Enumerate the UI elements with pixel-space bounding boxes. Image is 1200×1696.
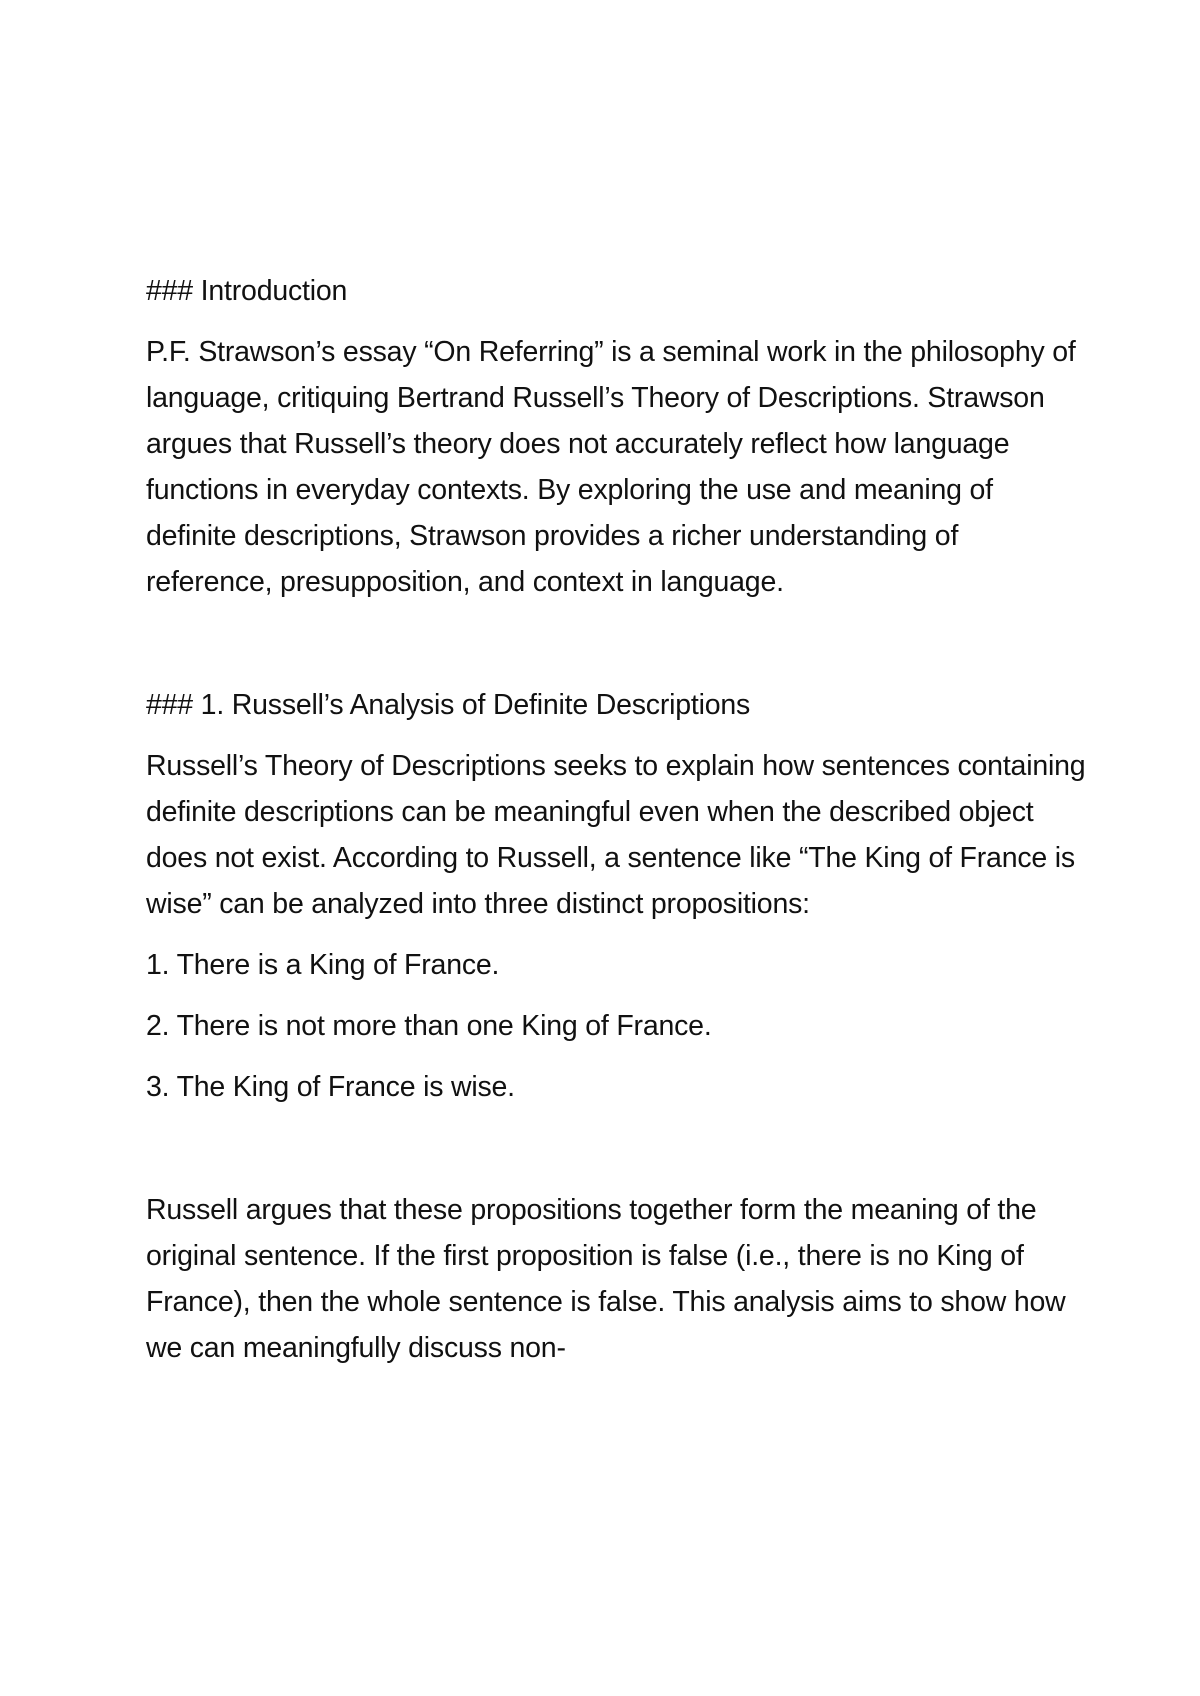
section1-paragraph: Russell’s Theory of Descriptions seeks to explain how sentences containing definite descriptions can be meaningful even when the described object does not exist. According to Russell, a sentence like “The King of France is wise” can be analyzed into three distinct propositions: <box>146 750 1086 920</box>
intro-paragraph: P.F. Strawson’s essay “On Referring” is a seminal work in the philosophy of language, critiquing Bertrand Russell’s Theory of Descriptions. Strawson argues that Russell’s theory does not accurately reflect how language functions in everyday contexts. By exploring the use and meaning of definite descriptions, Strawson provides a richer understanding of reference, presupposition, and context in language. <box>146 336 1076 598</box>
list-item: 2. There is not more than one King of France. <box>146 1010 712 1042</box>
section1-closing-paragraph: Russell argues that these propositions together form the meaning of the original sentence. If the first proposition is false (i.e., there is no King of France), then the whole sentence is false. This analysis aims to show how we can meaningfully discuss non- <box>146 1194 1066 1364</box>
list-item: 3. The King of France is wise. <box>146 1071 515 1103</box>
list-item: 1. There is a King of France. <box>146 949 500 981</box>
section1-heading: ### 1. Russell’s Analysis of Definite Descriptions <box>146 689 751 721</box>
intro-heading: ### Introduction <box>146 275 348 307</box>
section-spacer <box>146 605 1086 682</box>
document-body <box>146 268 1086 1371</box>
section-spacer <box>146 1110 1086 1187</box>
